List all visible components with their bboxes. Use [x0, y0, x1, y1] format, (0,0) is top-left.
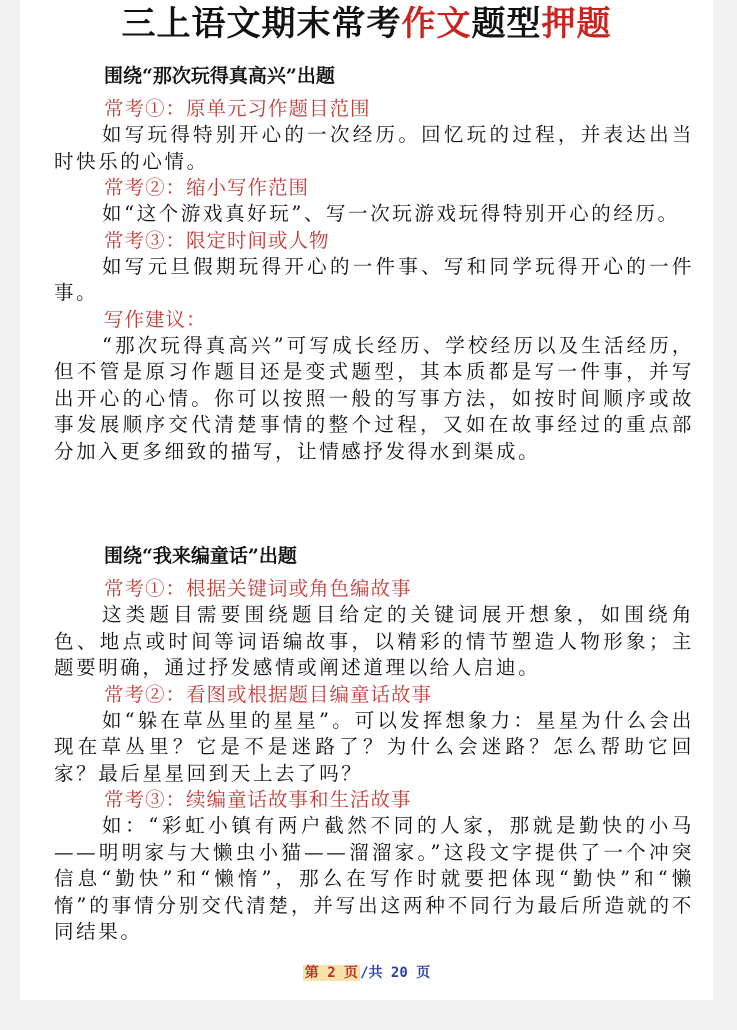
- title-part-4: 押题: [541, 4, 612, 44]
- exam-point-text: 如写玩得特别开心的一次经历。回忆玩的过程，并表达出当时快乐的心情。: [54, 123, 694, 173]
- section-heading: 围绕“我来编童话”出题: [104, 545, 297, 567]
- exam-point-text: 如“这个游戏真好玩”、写一次玩游戏玩得特别开心的经历。: [102, 202, 680, 225]
- page-title: [20, 2, 713, 46]
- exam-point-label: 常考③：限定时间或人物: [104, 228, 330, 252]
- exam-point-text: 如“躲在草丛里的星星”。可以发挥想象力：星星为什么会出现在草丛里？它是不是迷路了？为什么会迷路？怎么帮助它回家？最后星星回到天上去了吗？: [54, 708, 694, 785]
- page-number: [20, 962, 713, 982]
- current-page: 第 2 页: [304, 965, 359, 981]
- section-fun-topic: [54, 60, 694, 465]
- writing-advice-label: 写作建议：: [104, 307, 207, 331]
- section-heading: 围绕“那次玩得真高兴”出题: [104, 65, 335, 87]
- title-part-1: 三上语文期末常考: [121, 4, 402, 44]
- exam-point-label: 常考①：原单元习作题目范围: [104, 97, 371, 120]
- exam-point-text: 这类题目需要围绕题目给定的关键词展开想象，如围绕角色、地点或时间等词语编故事，以精彩的情节塑造人物形象；主题要明确，通过抒发感情或阐述道理以给人启迪。: [54, 603, 694, 679]
- title-part-3: 题型: [471, 4, 542, 44]
- writing-advice-text: “那次玩得真高兴”可写成长经历、学校经历以及生活经历，但不管是原习作题目还是变式题型，其本质都是写一件事，并写出开心的心情。你可以按照一般的写事方法，如按时间顺序或故事发展顺序交代清楚事情的整个过程，又如在故事经过的重点部分加入更多细致的描写，让情感抒发得水到渠成。: [54, 333, 694, 463]
- document-page: [20, 0, 713, 1000]
- exam-point-text: 如：“彩虹小镇有两户截然不同的人家，那就是勤快的小马——明明家与大懒虫小猫——溜溜家。”这段文字提供了一个冲突信息“勤快”和“懒惰”，那么在写作时就要把体现“勤快”和“懒惰”的事情分别交代清楚，并写出这两种不同行为最后所造就的不同结果。: [54, 814, 694, 943]
- total-pages: /共 20 页: [360, 965, 431, 981]
- exam-point-label: 常考②：看图或根据题目编童话故事: [104, 682, 433, 706]
- exam-point-text: 如写元旦假期玩得开心的一件事、写和同学玩得开心的一件事。: [54, 254, 694, 304]
- exam-point-label: 常考③：续编童话故事和生活故事: [104, 788, 412, 811]
- title-part-2: 作文: [401, 4, 472, 44]
- exam-point-label: 常考②：缩小写作范围: [104, 176, 310, 199]
- section-fairy-tale-topic: [54, 540, 694, 946]
- exam-point-label: 常考①：根据关键词或角色编故事: [104, 577, 412, 600]
